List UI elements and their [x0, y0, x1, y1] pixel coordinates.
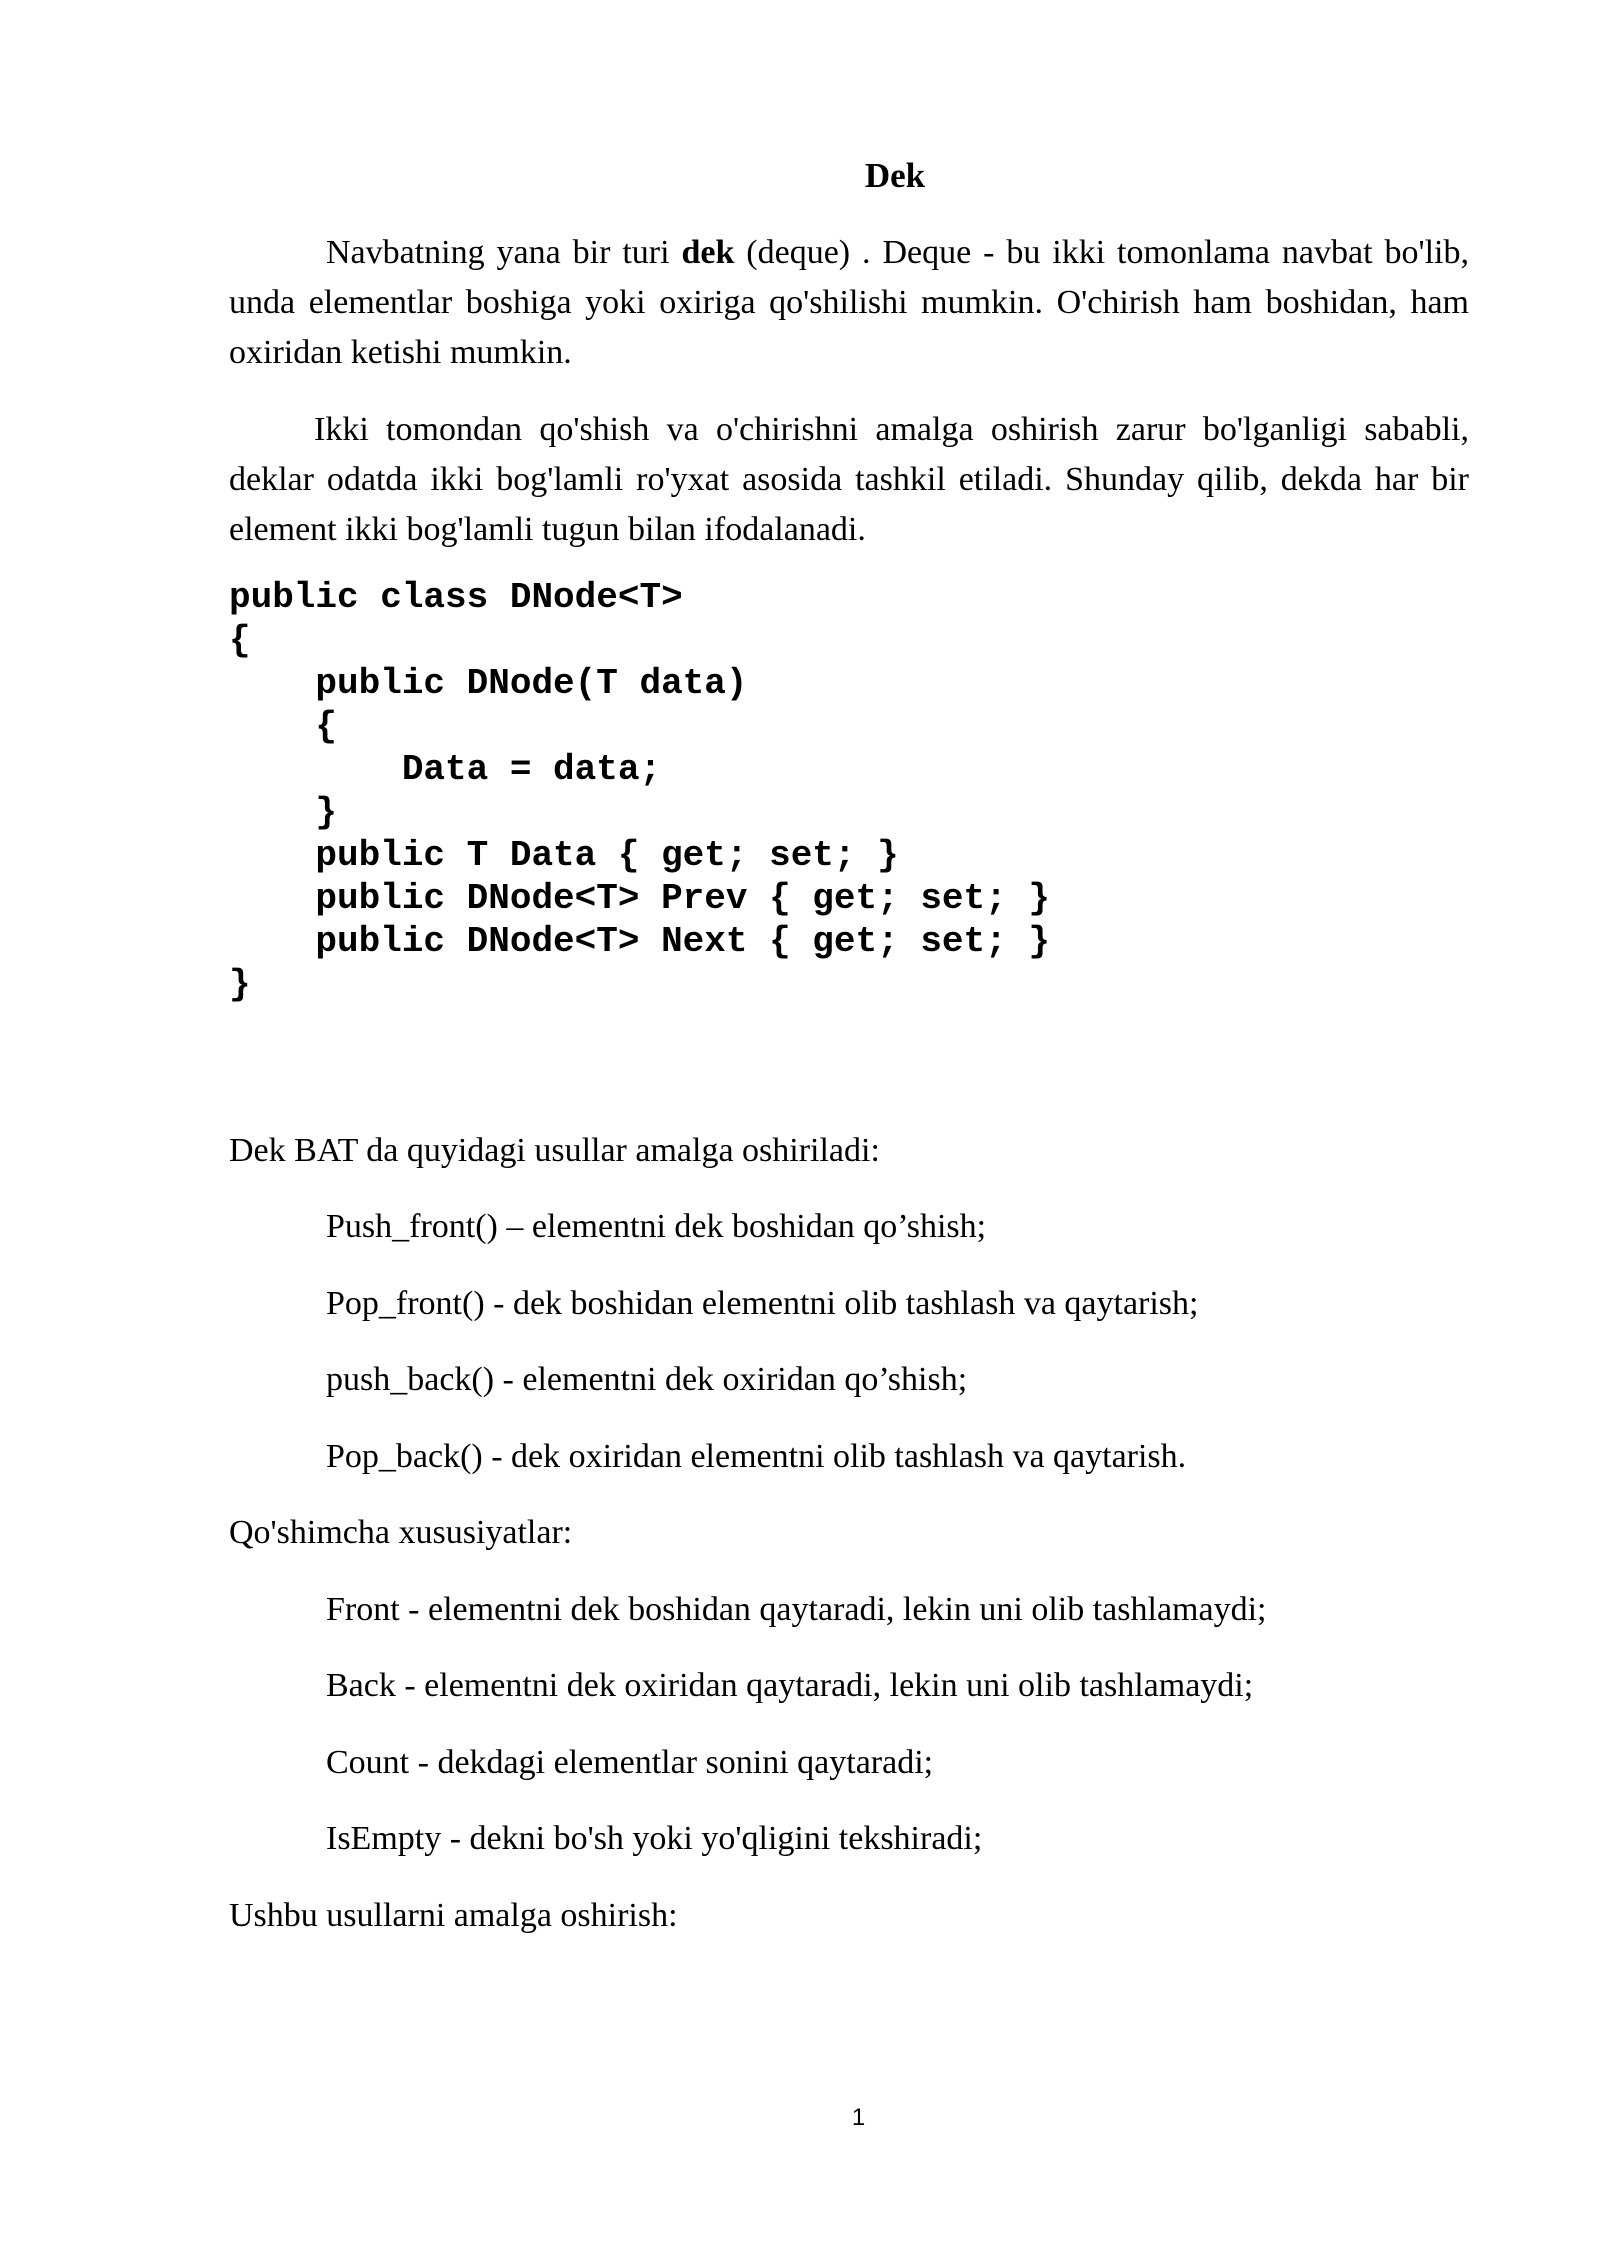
properties-heading: Qo'shimcha xususiyatlar: — [229, 1514, 573, 1551]
intro-paragraph-1 — [229, 228, 1469, 378]
method-item: Pop_front() - dek boshidan elementni olib tashlash va qaytarish; — [326, 1285, 1199, 1322]
page-number: 1 — [851, 2104, 866, 2131]
method-item: push_back() - elementni dek oxiridan qo’shish; — [326, 1361, 968, 1398]
code-line: public DNode<T> Next { get; set; } — [229, 921, 1050, 962]
page-title: Dek — [864, 156, 926, 195]
property-item: Front - elementni dek boshidan qaytaradi, lekin uni olib tashlamaydi; — [326, 1591, 1267, 1628]
code-line: public T Data { get; set; } — [229, 835, 899, 876]
code-line: public class DNode<T> — [229, 577, 683, 618]
code-line: { — [229, 706, 338, 747]
property-item: Count - dekdagi elementlar sonini qaytaradi; — [326, 1744, 934, 1781]
code-block — [229, 576, 1050, 1006]
intro-bold-term: dek — [681, 234, 735, 271]
code-line: Data = data; — [229, 749, 662, 790]
method-item: Push_front() – elementni dek boshidan qo’shish; — [326, 1208, 987, 1245]
code-line: } — [229, 792, 338, 833]
intro-text-start: Navbatning yana bir turi — [326, 234, 682, 271]
property-item: IsEmpty - dekni bo'sh yoki yo'qligini tekshiradi; — [326, 1820, 983, 1857]
methods-heading: Dek BAT da quyidagi usullar amalga oshiriladi: — [229, 1132, 880, 1169]
code-line: { — [229, 620, 251, 661]
closing-line: Ushbu usullarni amalga oshirish: — [229, 1897, 678, 1934]
intro-paragraph-2: Ikki tomondan qo'shish va o'chirishni amalga oshirish zarur bo'lganligi sababli, deklar odatda ikki bog'lamli ro'yxat asosida tashkil etiladi. Shunday qilib, dekda har bir element ikki bog'lamli tugun bilan ifodalanadi. — [229, 411, 1469, 548]
method-item: Pop_back() - dek oxiridan elementni olib tashlash va qaytarish. — [326, 1438, 1187, 1475]
code-line: public DNode<T> Prev { get; set; } — [229, 878, 1050, 919]
code-line: } — [229, 964, 251, 1005]
code-line: public DNode(T data) — [229, 663, 748, 704]
intro-text-end: (deque) . Deque - bu ikki tomonlama navbat bo'lib, unda elementlar boshiga yoki oxiriga qo'shilishi mumkin. O'chirish ham boshidan, ham oxiridan ketishi mumkin. — [229, 234, 1469, 371]
property-item: Back - elementni dek oxiridan qaytaradi, lekin uni olib tashlamaydi; — [326, 1667, 1254, 1704]
